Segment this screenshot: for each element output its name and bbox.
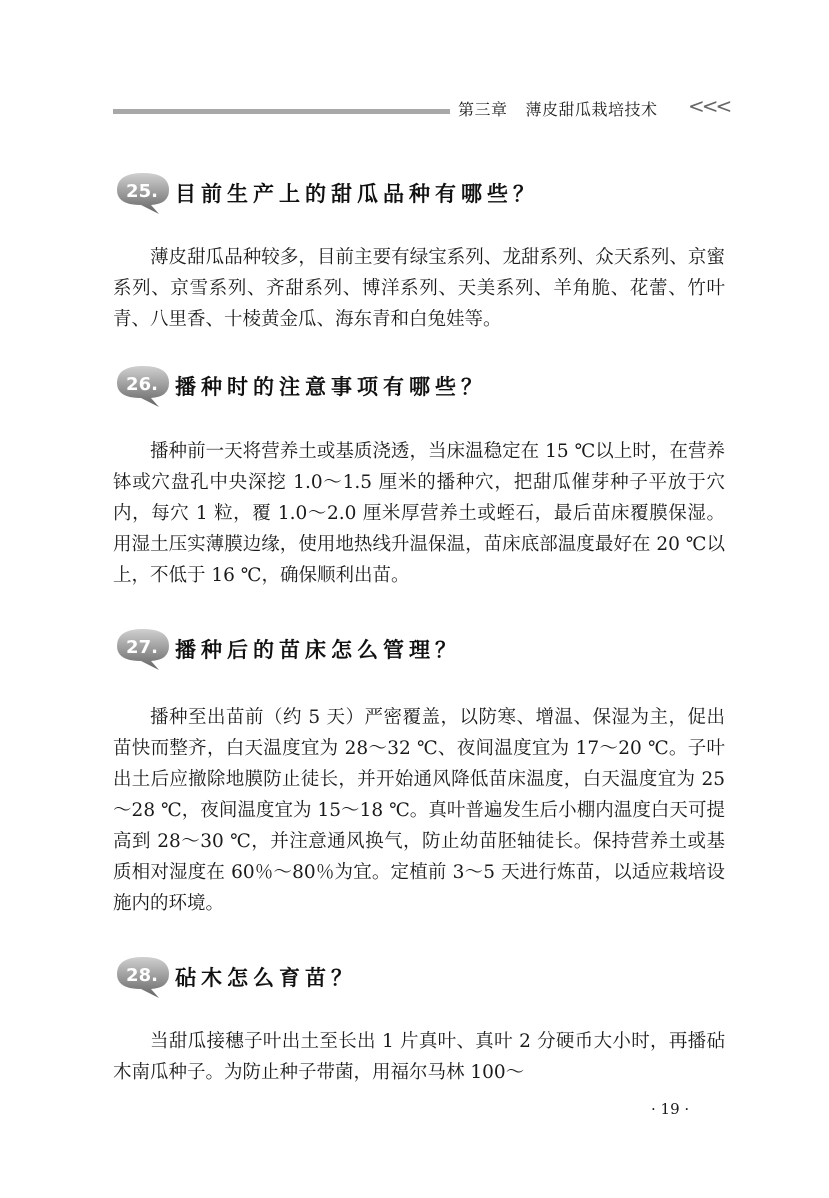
answer-paragraph: 当甜瓜接穗子叶出土至长出 1 片真叶、真叶 2 分硬币大小时，再播砧木南瓜种子。为防止种子带菌，用福尔马林 100～ xyxy=(113,1031,725,1083)
question-number: 28. xyxy=(126,965,158,986)
question-number: 27. xyxy=(126,637,158,658)
answer-paragraph: 薄皮甜瓜品种较多，目前主要有绿宝系列、龙甜系列、众天系列、京蜜系列、京雪系列、齐甜系列、博洋系列、天美系列、羊角脆、花蕾、竹叶青、八里香、十棱黄金瓜、海东青和白兔娃等。 xyxy=(113,247,725,330)
speech-bubble-badge-icon xyxy=(113,626,177,672)
chapter-label: 第三章 xyxy=(458,100,508,119)
answer-paragraph: 播种前一天将营养土或基质浇透，当床温稳定在 15 ℃以上时，在营养钵或穴盘孔中央深挖 1.0～1.5 厘米的播种穴，把甜瓜催芽种子平放于穴内，每穴 1 粒，覆 1.0～2.0 厘米厚营养土或蛭石，最后苗床覆膜保湿。用湿土压实薄膜边缘，使用地热线升温保温，苗床底部温度最好在 20 ℃以上，不低于 16 ℃，确保顺利出苗。 xyxy=(113,441,725,586)
question-title: 播种时的注意事项有哪些？ xyxy=(175,374,487,399)
answer-paragraph: 播种至出苗前（约 5 天）严密覆盖，以防寒、增温、保湿为主，促出苗快而整齐，白天温度宜为 28～32 ℃、夜间温度宜为 17～20 ℃。子叶出土后应撤除地膜防止徒长，并开始通风降低苗床温度，白天温度宜为 25～28 ℃，夜间温度宜为 15～18 ℃。真叶普遍发生后小棚内温度白天可提高到 28～30 ℃，并注意通风换气，防止幼苗胚轴徒长。保持营养土或基质相对湿度在 60％～80％为宜。定植前 3～5 天进行炼苗，以适应栽培设施内的环境。 xyxy=(113,707,725,914)
running-header xyxy=(458,97,658,120)
question-number: 25. xyxy=(126,181,158,202)
page-number: · 19 · xyxy=(651,1100,690,1118)
speech-bubble-badge-icon xyxy=(113,170,177,216)
header-rule xyxy=(113,109,450,114)
question-title: 目前生产上的甜瓜品种有哪些？ xyxy=(175,181,539,206)
question-title: 砧木怎么育苗？ xyxy=(175,965,357,990)
question-title: 播种后的苗床怎么管理？ xyxy=(175,637,461,662)
chevron-left-icon: <<< xyxy=(688,94,730,118)
speech-bubble-badge-icon xyxy=(113,363,177,409)
speech-bubble-badge-icon xyxy=(113,954,177,1000)
chapter-title: 薄皮甜瓜栽培技术 xyxy=(525,100,658,119)
question-number: 26. xyxy=(126,374,158,395)
